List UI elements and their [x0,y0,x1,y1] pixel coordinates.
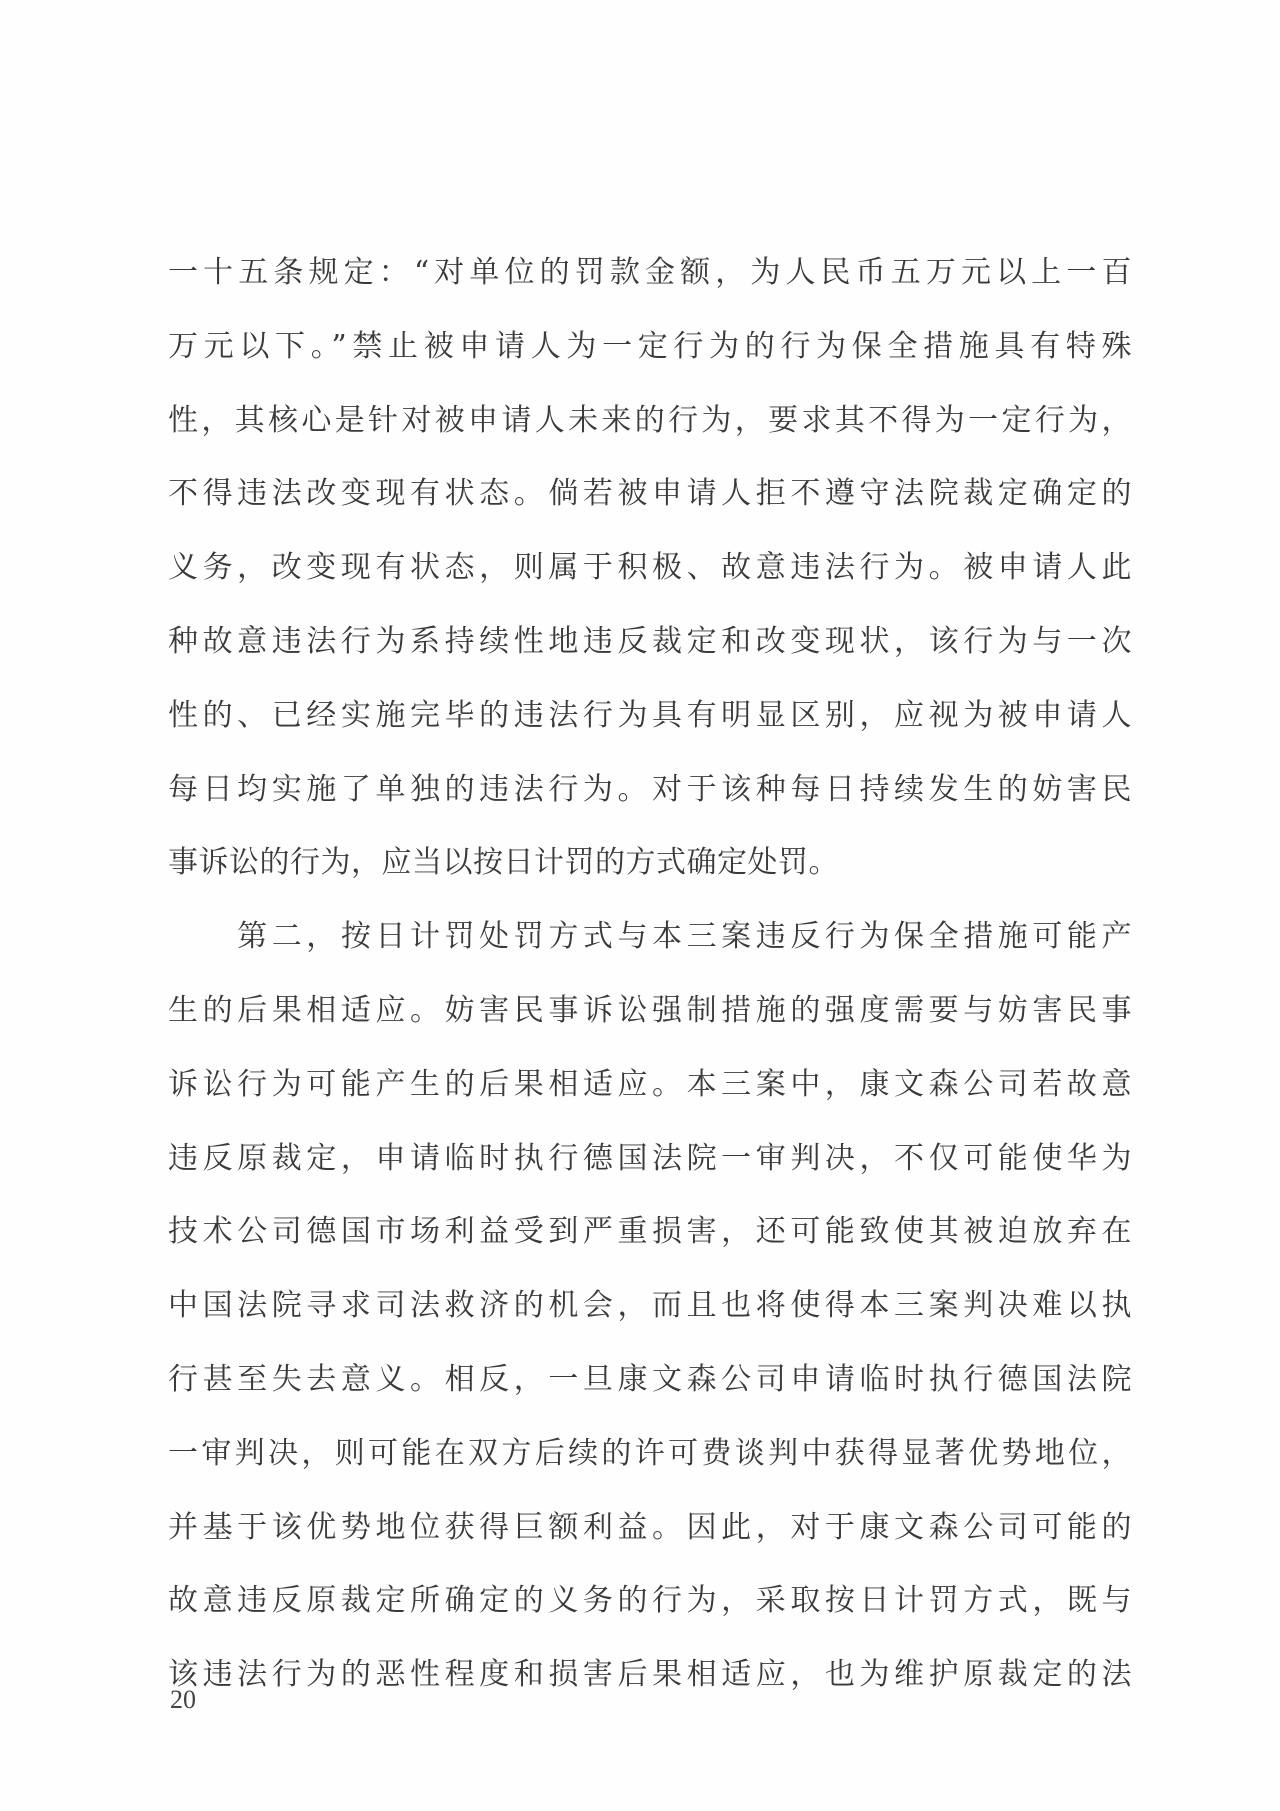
text-line: 不得违法改变现有状态。倘若被申请人拒不遵守法院裁定确定的 [168,476,1132,512]
text-line: 违反原裁定，申请临时执行德国法院一审判决，不仅可能使华为 [168,1140,1132,1176]
text-line: 性，其核心是针对被申请人未来的行为，要求其不得为一定行为， [168,402,1132,438]
text-line: 技术公司德国市场利益受到严重损害，还可能致使其被迫放弃在 [168,1214,1132,1250]
text-line: 万元以下。”禁止被申请人为一定行为的行为保全措施具有特殊 [168,328,1132,364]
text-line: 诉讼行为可能产生的后果相适应。本三案中，康文森公司若故意 [168,1066,1132,1102]
page-number: 20 [170,1685,196,1714]
text-line: 种故意违法行为系持续性地违反裁定和改变现状，该行为与一次 [168,623,1132,659]
text-line: 并基于该优势地位获得巨额利益。因此，对于康文森公司可能的 [168,1509,1132,1545]
body-text [168,236,1132,1712]
text-line: 一审判决，则可能在双方后续的许可费谈判中获得显著优势地位， [168,1435,1132,1471]
text-line: 生的后果相适应。妨害民事诉讼强制措施的强度需要与妨害民事 [168,992,1132,1028]
text-line: 每日均实施了单独的违法行为。对于该种每日持续发生的妨害民 [168,771,1132,807]
text-line: 行甚至失去意义。相反，一旦康文森公司申请临时执行德国法院 [168,1361,1132,1397]
text-line: 中国法院寻求司法救济的机会，而且也将使得本三案判决难以执 [168,1288,1132,1324]
text-line: 义务，改变现有状态，则属于积极、故意违法行为。被申请人此 [168,550,1132,586]
paragraph-end-line: 事诉讼的行为，应当以按日计罚的方式确定处罚。 [168,845,839,881]
text-line: 性的、已经实施完毕的违法行为具有明显区别，应视为被申请人 [168,697,1132,733]
text-line: 故意违反原裁定所确定的义务的行为，采取按日计罚方式，既与 [168,1583,1132,1619]
paragraph-start-line: 第二，按日计罚处罚方式与本三案违反行为保全措施可能产 [168,919,1132,955]
text-line: 一十五条规定：“对单位的罚款金额，为人民币五万元以上一百 [168,255,1132,290]
text-line: 该违法行为的恶性程度和损害后果相适应，也为维护原裁定的法 [168,1657,1132,1693]
